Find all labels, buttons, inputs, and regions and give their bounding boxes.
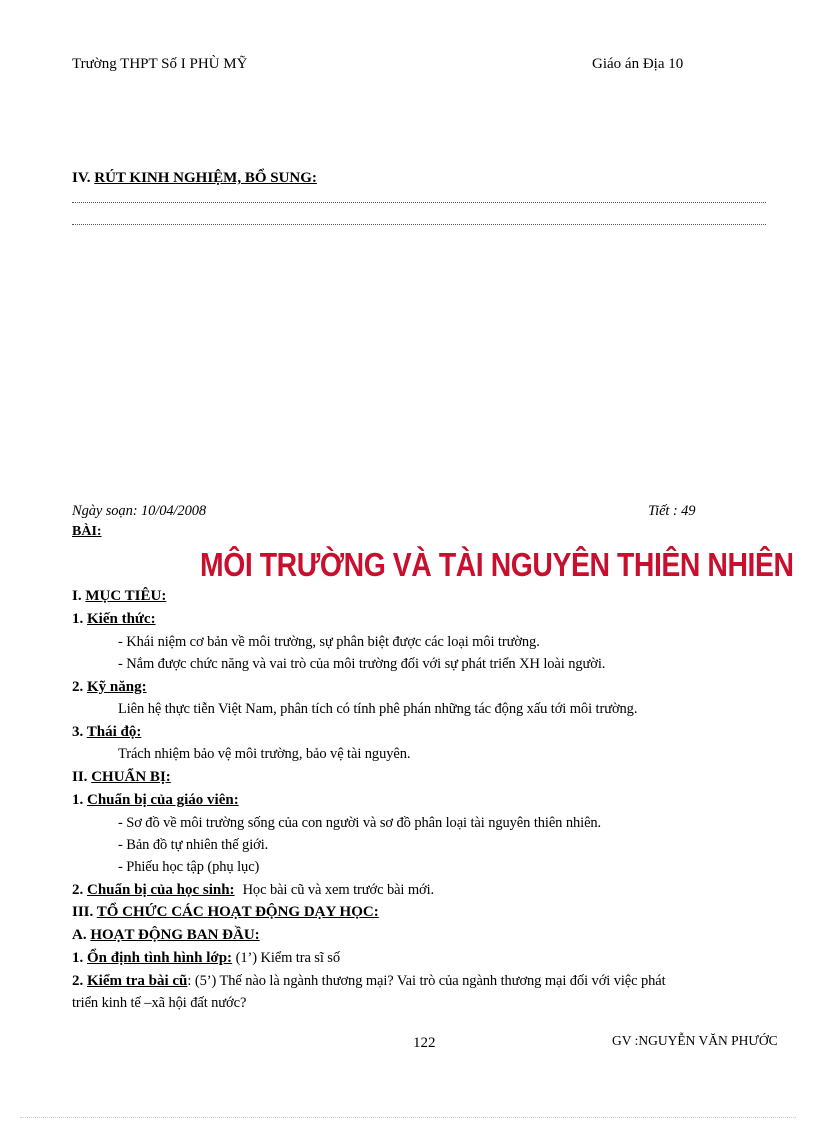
lesson-label: BÀI: bbox=[72, 524, 102, 539]
activities-number: III. bbox=[72, 904, 97, 920]
teacher-prep-item: - Phiếu học tập (phụ lục) bbox=[118, 859, 260, 875]
knowledge-heading bbox=[72, 611, 156, 628]
preparation-title: CHUẨN BỊ: bbox=[91, 769, 171, 785]
section-iv-title: RÚT KINH NGHIỆM, BỔ SUNG: bbox=[94, 170, 317, 186]
class-stabilization-text: (1’) Kiểm tra sĩ số bbox=[232, 950, 340, 966]
skills-title: Kỹ năng: bbox=[87, 679, 147, 695]
objectives-number: I. bbox=[72, 588, 86, 604]
skills-text: Liên hệ thực tiễn Việt Nam, phân tích có tính phê phán những tác động xấu tới môi trường. bbox=[118, 701, 638, 717]
teacher-name: GV :NGUYỄN VĂN PHƯỚC bbox=[612, 1033, 778, 1048]
attitude-title: Thái độ: bbox=[86, 724, 142, 740]
dotted-line bbox=[72, 202, 766, 203]
old-lesson-check-text: : (5’) Thế nào là ngành thương mại? Vai trò của ngành thương mại đối với việc phát bbox=[187, 973, 666, 989]
preparation-date: Ngày soạn: 10/04/2008 bbox=[72, 503, 207, 519]
course-name: Giáo án Địa 10 bbox=[592, 56, 684, 72]
attitude-heading bbox=[72, 724, 141, 741]
teacher-prep-heading bbox=[72, 792, 239, 809]
initial-activities-title: HOẠT ĐỘNG BAN ĐẦU: bbox=[90, 927, 260, 943]
class-stabilization-line bbox=[72, 949, 340, 967]
old-lesson-check-text-continued: triển kinh tế –xã hội đất nước? bbox=[72, 995, 247, 1011]
period-number: Tiết : 49 bbox=[648, 503, 696, 519]
old-lesson-check-title: Kiểm tra bài cũ bbox=[87, 973, 188, 989]
student-prep-title: Chuẩn bị của học sinh: bbox=[87, 882, 235, 898]
teacher-prep-title: Chuẩn bị của giáo viên: bbox=[87, 792, 239, 808]
activities-heading bbox=[72, 904, 379, 921]
old-lesson-check-line bbox=[72, 972, 666, 990]
preparation-heading bbox=[72, 769, 171, 786]
initial-activities-heading bbox=[72, 927, 260, 944]
teacher-prep-number: 1. bbox=[72, 792, 87, 808]
class-stabilization-number: 1. bbox=[72, 950, 87, 966]
knowledge-title: Kiến thức: bbox=[87, 611, 156, 627]
dotted-line bbox=[72, 224, 766, 225]
teacher-prep-item: - Sơ đồ về môi trường sống của con người và sơ đồ phân loại tài nguyên thiên nhiên. bbox=[118, 815, 602, 831]
school-name: Trường THPT Số I PHÙ MỸ bbox=[72, 56, 248, 72]
class-stabilization-title: Ổn định tình hình lớp: bbox=[87, 950, 233, 966]
student-prep-text: Học bài cũ và xem trước bài mới. bbox=[242, 882, 435, 898]
knowledge-number: 1. bbox=[72, 611, 87, 627]
knowledge-item: - Nắm được chức năng và vai trò của môi trường đối với sự phát triển XH loài người. bbox=[118, 656, 606, 672]
attitude-number: 3. bbox=[72, 724, 87, 740]
teacher-prep-item: - Bản đồ tự nhiên thế giới. bbox=[118, 837, 269, 853]
objectives-heading bbox=[72, 588, 166, 605]
page-edge-line bbox=[20, 1117, 796, 1118]
skills-heading bbox=[72, 679, 147, 696]
lesson-title: MÔI TRƯỜNG VÀ TÀI NGUYÊN THIÊN NHIÊN bbox=[200, 546, 794, 583]
knowledge-item: - Khái niệm cơ bản về môi trường, sự phân biệt được các loại môi trường. bbox=[118, 634, 540, 650]
skills-number: 2. bbox=[72, 679, 87, 695]
attitude-text: Trách nhiệm bảo vệ môi trường, bảo vệ tài nguyên. bbox=[118, 746, 411, 762]
student-prep-line bbox=[72, 881, 434, 899]
activities-title: TỔ CHỨC CÁC HOẠT ĐỘNG DẠY HỌC: bbox=[96, 904, 379, 920]
objectives-title: MỤC TIÊU: bbox=[85, 588, 167, 604]
student-prep-number: 2. bbox=[72, 882, 87, 898]
section-iv-heading bbox=[72, 170, 317, 187]
section-iv-number: IV. bbox=[72, 170, 95, 186]
preparation-number: II. bbox=[72, 769, 92, 785]
page-number: 122 bbox=[413, 1035, 436, 1051]
initial-activities-number: A. bbox=[72, 927, 91, 943]
old-lesson-check-number: 2. bbox=[72, 973, 87, 989]
